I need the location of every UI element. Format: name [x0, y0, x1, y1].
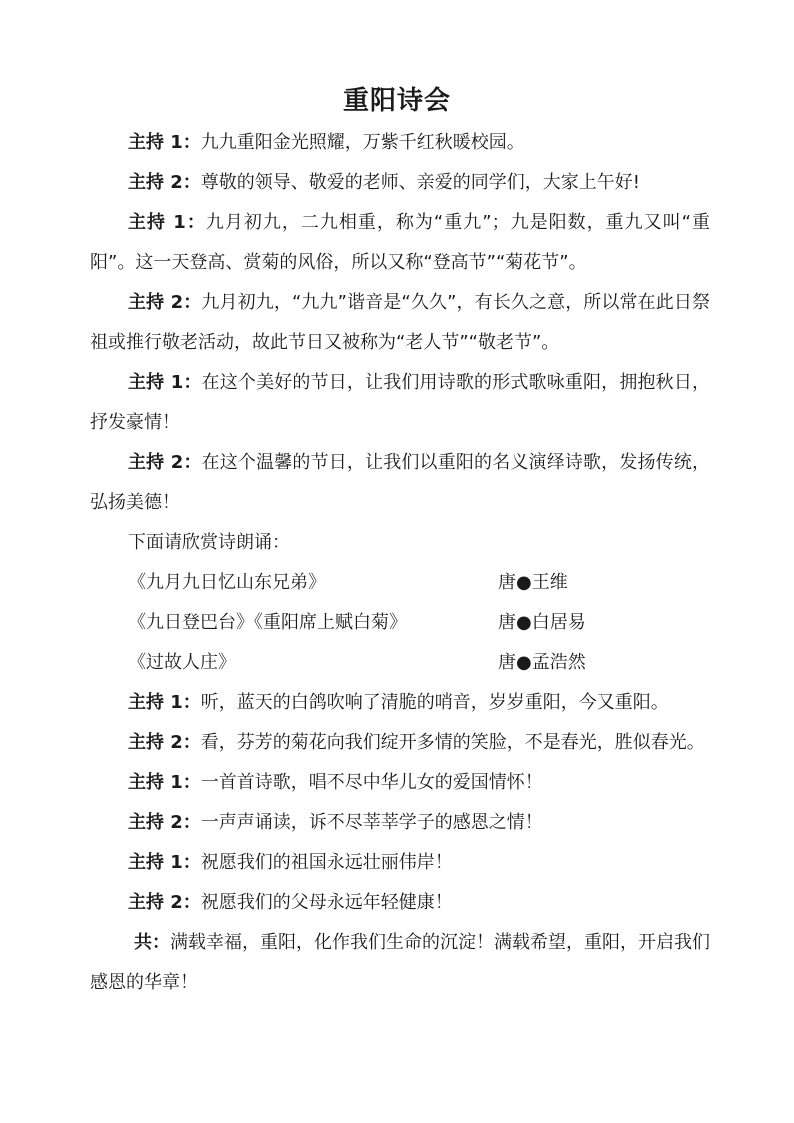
poem-author: 唐●王维 [498, 572, 568, 593]
speaker-label: 主持 1： [128, 212, 206, 233]
paragraph-text: 看，芬芳的菊花向我们绽开多情的笑脸，不是春光，胜似春光。 [200, 732, 705, 753]
speaker-label: 主持 2： [128, 172, 201, 193]
paragraph-text: 一首首诗歌，唱不尽中华儿女的爱国情怀！ [200, 772, 543, 793]
paragraph [90, 883, 710, 923]
paragraph-text: 一声声诵读，诉不尽莘莘学子的感恩之情！ [200, 812, 543, 833]
paragraph-text: 尊敬的领导、敬爱的老师、亲爱的同学们，大家上午好! [200, 172, 641, 193]
closing-paragraph [90, 923, 710, 1003]
poem-author: 唐●白居易 [498, 612, 586, 633]
document-title: 重阳诗会 [342, 86, 451, 116]
paragraph [90, 843, 710, 883]
paragraph [90, 123, 710, 163]
speaker-label: 主持 2： [128, 452, 202, 473]
poem-row [90, 603, 710, 643]
paragraph [90, 163, 710, 203]
paragraph-text: 听，蓝天的白鸽吹响了清脆的哨音，岁岁重阳，今又重阳。 [200, 692, 669, 713]
paragraph-text: 九月初九，二九相重，称为“重九”；九是阳数，重九又叫“重阳”。这一天登高、赏菊的风俗，所以又称“登高节”“菊花节”。 [90, 212, 710, 273]
poem-intro: 下面请欣赏诗朗诵： [128, 532, 290, 553]
speaker-label: 主持 1： [128, 692, 201, 713]
paragraph-text: 祝愿我们的祖国永远壮丽伟岸！ [200, 852, 453, 873]
paragraph-text: 九月初九，“九九”谐音是“久久”，有长久之意，所以常在此日祭祖或推行敬老活动，故此节日又被称为“老人节”“敬老节”。 [90, 292, 710, 353]
speaker-label: 主持 1： [128, 372, 202, 393]
poem-title: 《九月九日忆山东兄弟》 [128, 572, 326, 593]
speaker-label: 主持 1： [128, 772, 201, 793]
paragraph [90, 283, 710, 363]
paragraph-text: 满载幸福，重阳，化作我们生命的沉淀！满载希望，重阳，开启我们感恩的华章！ [90, 932, 710, 993]
speaker-label: 主持 2： [128, 732, 201, 753]
paragraph [90, 203, 710, 283]
paragraph [90, 363, 710, 443]
paragraph-text: 祝愿我们的父母永远年轻健康！ [200, 892, 453, 913]
paragraph-text: 在这个美好的节日，让我们用诗歌的形式歌咏重阳，拥抱秋日，抒发豪情！ [90, 372, 710, 433]
paragraph-text: 在这个温馨的节日，让我们以重阳的名义演绎诗歌，发扬传统，弘扬美德！ [90, 452, 710, 513]
speaker-label: 主持 1： [128, 852, 201, 873]
paragraph [90, 683, 710, 723]
speaker-label: 主持 2： [128, 812, 201, 833]
document-body [90, 123, 710, 1003]
speaker-label: 共： [134, 932, 170, 953]
poem-row [90, 643, 710, 683]
paragraph [90, 443, 710, 523]
poem-title: 《九日登巴台》《重阳席上赋白菊》 [128, 612, 407, 633]
poem-author: 唐●孟浩然 [498, 652, 586, 673]
paragraph [90, 803, 710, 843]
paragraph [90, 763, 710, 803]
paragraph-text: 九九重阳金光照耀，万紫千红秋暖校园。 [200, 132, 525, 153]
speaker-label: 主持 1： [128, 132, 201, 153]
paragraph [90, 723, 710, 763]
poem-row [90, 563, 710, 603]
speaker-label: 主持 2： [128, 892, 201, 913]
poem-title: 《过故人庄》 [128, 652, 236, 673]
speaker-label: 主持 2： [128, 292, 202, 313]
